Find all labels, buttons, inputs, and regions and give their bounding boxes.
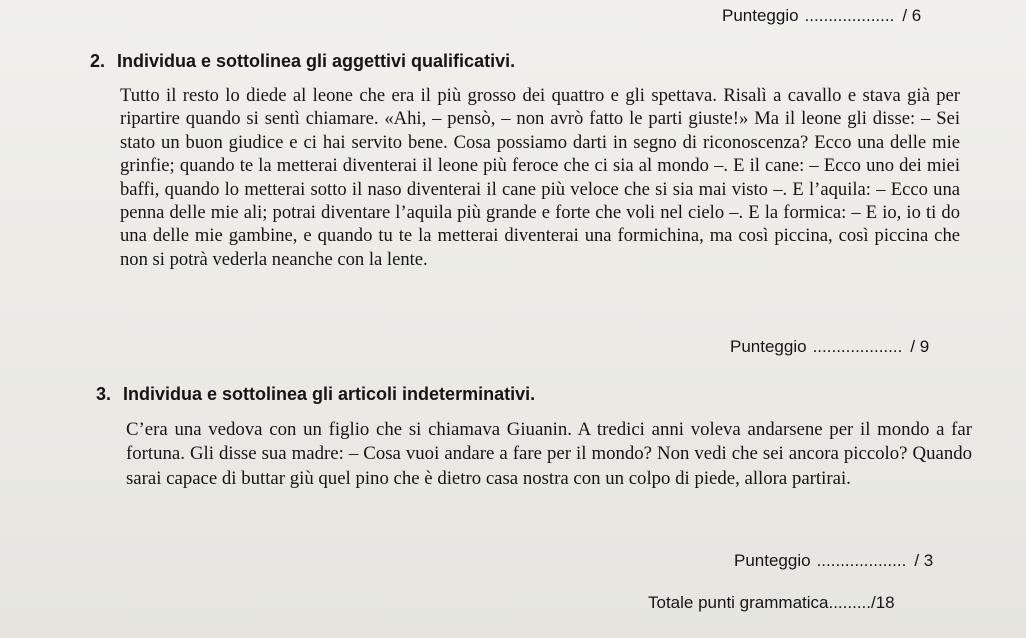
- score-blank: ...................: [812, 337, 903, 356]
- exercise-number: 3.: [96, 384, 112, 404]
- score-line-3: [734, 551, 933, 571]
- exercise-3-heading: [96, 384, 535, 405]
- exercise-title: Individua e sottolinea gli articoli indeterminativi.: [123, 384, 536, 404]
- score-max: / 9: [910, 337, 930, 356]
- score-max: / 6: [902, 6, 922, 25]
- score-line-1: [722, 6, 921, 26]
- score-line-2: [730, 337, 929, 357]
- score-label: Punteggio: [734, 551, 811, 570]
- total-max: /18: [871, 593, 895, 612]
- exercise-3-passage: C’era una vedova con un figlio che si chiamava Giuanin. A tredici anni voleva andarsene per il mondo a far fortuna. Gli disse sua madre: – Cosa vuoi andare a fare per il mondo? Non vedi che sei ancora piccolo? Quando sarai capace di buttar giù quel pino che è dietro casa nostra con un colpo di piede, allora partirai.: [126, 419, 972, 489]
- total-blank: .........: [828, 593, 871, 612]
- score-label: Punteggio: [730, 337, 807, 356]
- exercise-title: Individua e sottolinea gli aggettivi qualificativi.: [117, 51, 516, 71]
- score-blank: ...................: [804, 6, 895, 25]
- total-score-line: [648, 593, 895, 613]
- score-max: / 3: [914, 551, 934, 570]
- exercise-number: 2.: [90, 51, 106, 71]
- exercise-2-heading: [90, 51, 515, 72]
- score-label: Punteggio: [722, 6, 799, 25]
- score-blank: ...................: [816, 551, 907, 570]
- total-label: Totale punti grammatica: [648, 593, 829, 612]
- exercise-2-passage: Tutto il resto lo diede al leone che era il più grosso dei quattro e gli spettava. Risalì a cavallo e stava già per ripartire quando si sentì chiamare. «Ahi, – pensò, – non avrò fatto le parti giuste!» Ma il leone gli disse: – Sei stato un buon giudice e ci hai servito bene. Cosa possiamo darti in segno di riconoscenza? Ecco una delle mie grinfie; quando te la metterai diventerai il leone più feroce che ci sia al mondo –. E il cane: – Ecco uno dei miei baffi, quando lo metterai sotto il naso diventerai il cane più veloce che si sia mai visto –. E l’aquila: – Ecco una penna delle mie ali; potrai diventare l’aquila più grande e forte che voli nel cielo –. E la formica: – E io, io ti do una delle mie gambine, e quando tu te la metterai diventerai una formichina, ma così piccina, così piccina che non si potrà vederla neanche con la lente.: [120, 85, 960, 270]
